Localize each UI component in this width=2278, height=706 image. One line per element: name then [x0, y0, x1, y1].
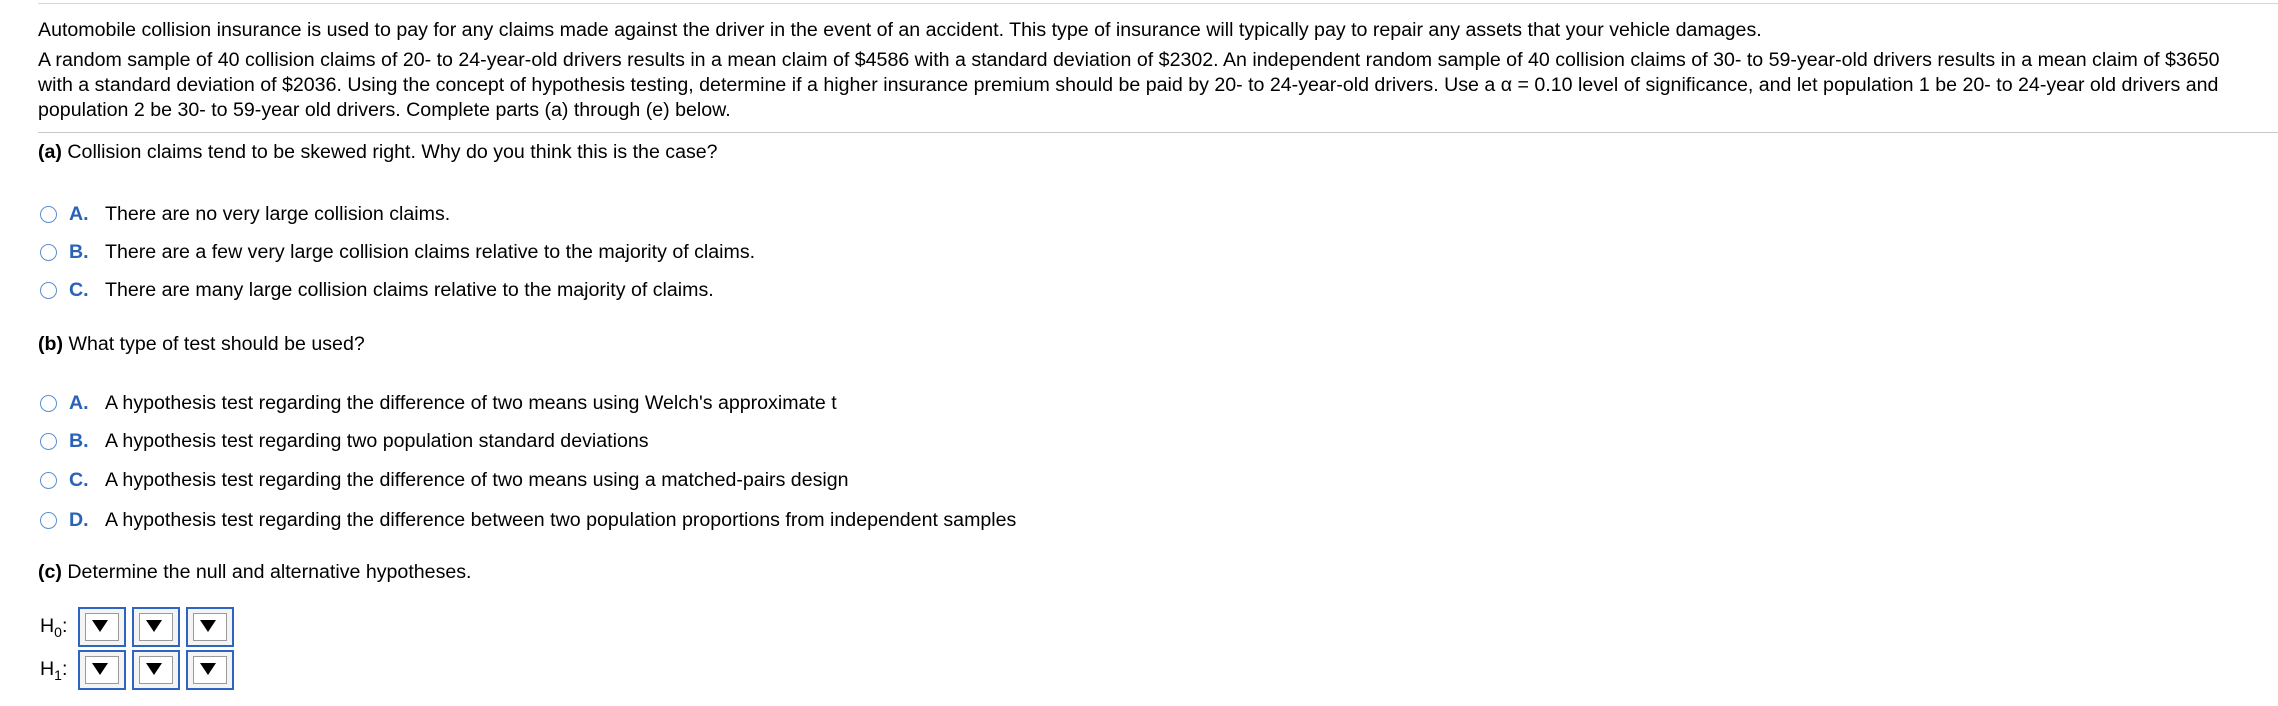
- radio-button-icon[interactable]: [40, 244, 57, 261]
- part-b-tag: (b): [38, 333, 64, 355]
- dropdown-arrow-icon: [200, 663, 216, 675]
- dropdown-arrow-icon: [146, 663, 162, 675]
- intro-paragraph-1: Automobile collision insurance is used to pay for any claims made against the driver in the event of an accident. This type of insurance will typically pay to repair any assets that your vehicle damages.: [38, 19, 1762, 41]
- option-letter: A.: [69, 391, 89, 414]
- option-letter: B.: [69, 240, 89, 263]
- part-b-option-d[interactable]: [40, 507, 1016, 533]
- part-a-option-c[interactable]: [40, 277, 714, 303]
- null-hypothesis-row: [40, 607, 240, 647]
- part-a-option-a[interactable]: [40, 201, 450, 227]
- part-b-text: What type of test should be used?: [68, 333, 365, 355]
- h0-dropdown-2[interactable]: [132, 607, 180, 647]
- option-text: A hypothesis test regarding the difference of two means using a matched-pairs design: [105, 468, 849, 491]
- part-a-text: Collision claims tend to be skewed right. Why do you think this is the case?: [67, 141, 718, 163]
- option-text: There are no very large collision claims.: [105, 202, 451, 225]
- radio-button-icon[interactable]: [40, 433, 57, 450]
- alternative-hypothesis-label: $H_1$:: [40, 657, 68, 683]
- part-a-option-b[interactable]: [40, 239, 755, 265]
- option-letter: C.: [69, 468, 89, 491]
- section-divider: [38, 132, 2278, 133]
- option-text: A hypothesis test regarding two population standard deviations: [105, 429, 649, 452]
- part-b-question: [38, 332, 365, 357]
- part-c-question: [38, 560, 472, 585]
- part-a-question: [38, 140, 718, 165]
- part-c-tag: (c): [38, 561, 62, 583]
- dropdown-arrow-icon: [146, 620, 162, 632]
- radio-button-icon[interactable]: [40, 472, 57, 489]
- h0-dropdown-1[interactable]: [78, 607, 126, 647]
- option-letter: A.: [69, 202, 89, 225]
- h0-dropdown-3[interactable]: [186, 607, 234, 647]
- part-c-text: Determine the null and alternative hypotheses.: [67, 561, 472, 583]
- radio-button-icon[interactable]: [40, 512, 57, 529]
- option-letter: B.: [69, 429, 89, 452]
- top-divider: [38, 3, 2278, 4]
- alternative-hypothesis-row: [40, 650, 240, 690]
- problem-statement: [38, 18, 2258, 123]
- dropdown-arrow-icon: [200, 620, 216, 632]
- option-text: There are many large collision claims relative to the majority of claims.: [105, 278, 714, 301]
- part-b-option-c[interactable]: [40, 467, 849, 493]
- part-b-option-a[interactable]: [40, 390, 837, 416]
- option-text: There are a few very large collision claims relative to the majority of claims.: [105, 240, 756, 263]
- intro-paragraph-2: A random sample of 40 collision claims of 20- to 24-year-old drivers results in a mean claim of $4586 with a standard deviation of $2302. An independent random sample of 40 collision claims of 30- to 59-year-old drivers results in a mean claim of $3650 with a standard deviation of $2036. Using the concept of hypothesis testing, determine if a higher insurance premium should be paid by 20- to 24-year-old drivers. Use a α = 0.10 level of significance, and let population 1 be 20- to 24-year old drivers and population 2 be 30- to 59-year old drivers. Complete parts (a) through (e) below.: [38, 49, 2220, 121]
- option-letter: C.: [69, 278, 89, 301]
- part-a-tag: (a): [38, 141, 62, 163]
- radio-button-icon[interactable]: [40, 282, 57, 299]
- option-letter: D.: [69, 508, 89, 531]
- h1-dropdown-3[interactable]: [186, 650, 234, 690]
- option-text: A hypothesis test regarding the difference between two population proportions from independent samples: [105, 508, 1017, 531]
- radio-button-icon[interactable]: [40, 395, 57, 412]
- h1-dropdown-2[interactable]: [132, 650, 180, 690]
- part-b-option-b[interactable]: [40, 428, 649, 454]
- dropdown-arrow-icon: [92, 620, 108, 632]
- option-text: A hypothesis test regarding the difference of two means using Welch's approximate t: [105, 391, 837, 414]
- null-hypothesis-label: $H_0$:: [40, 614, 68, 640]
- h1-dropdown-1[interactable]: [78, 650, 126, 690]
- dropdown-arrow-icon: [92, 663, 108, 675]
- radio-button-icon[interactable]: [40, 206, 57, 223]
